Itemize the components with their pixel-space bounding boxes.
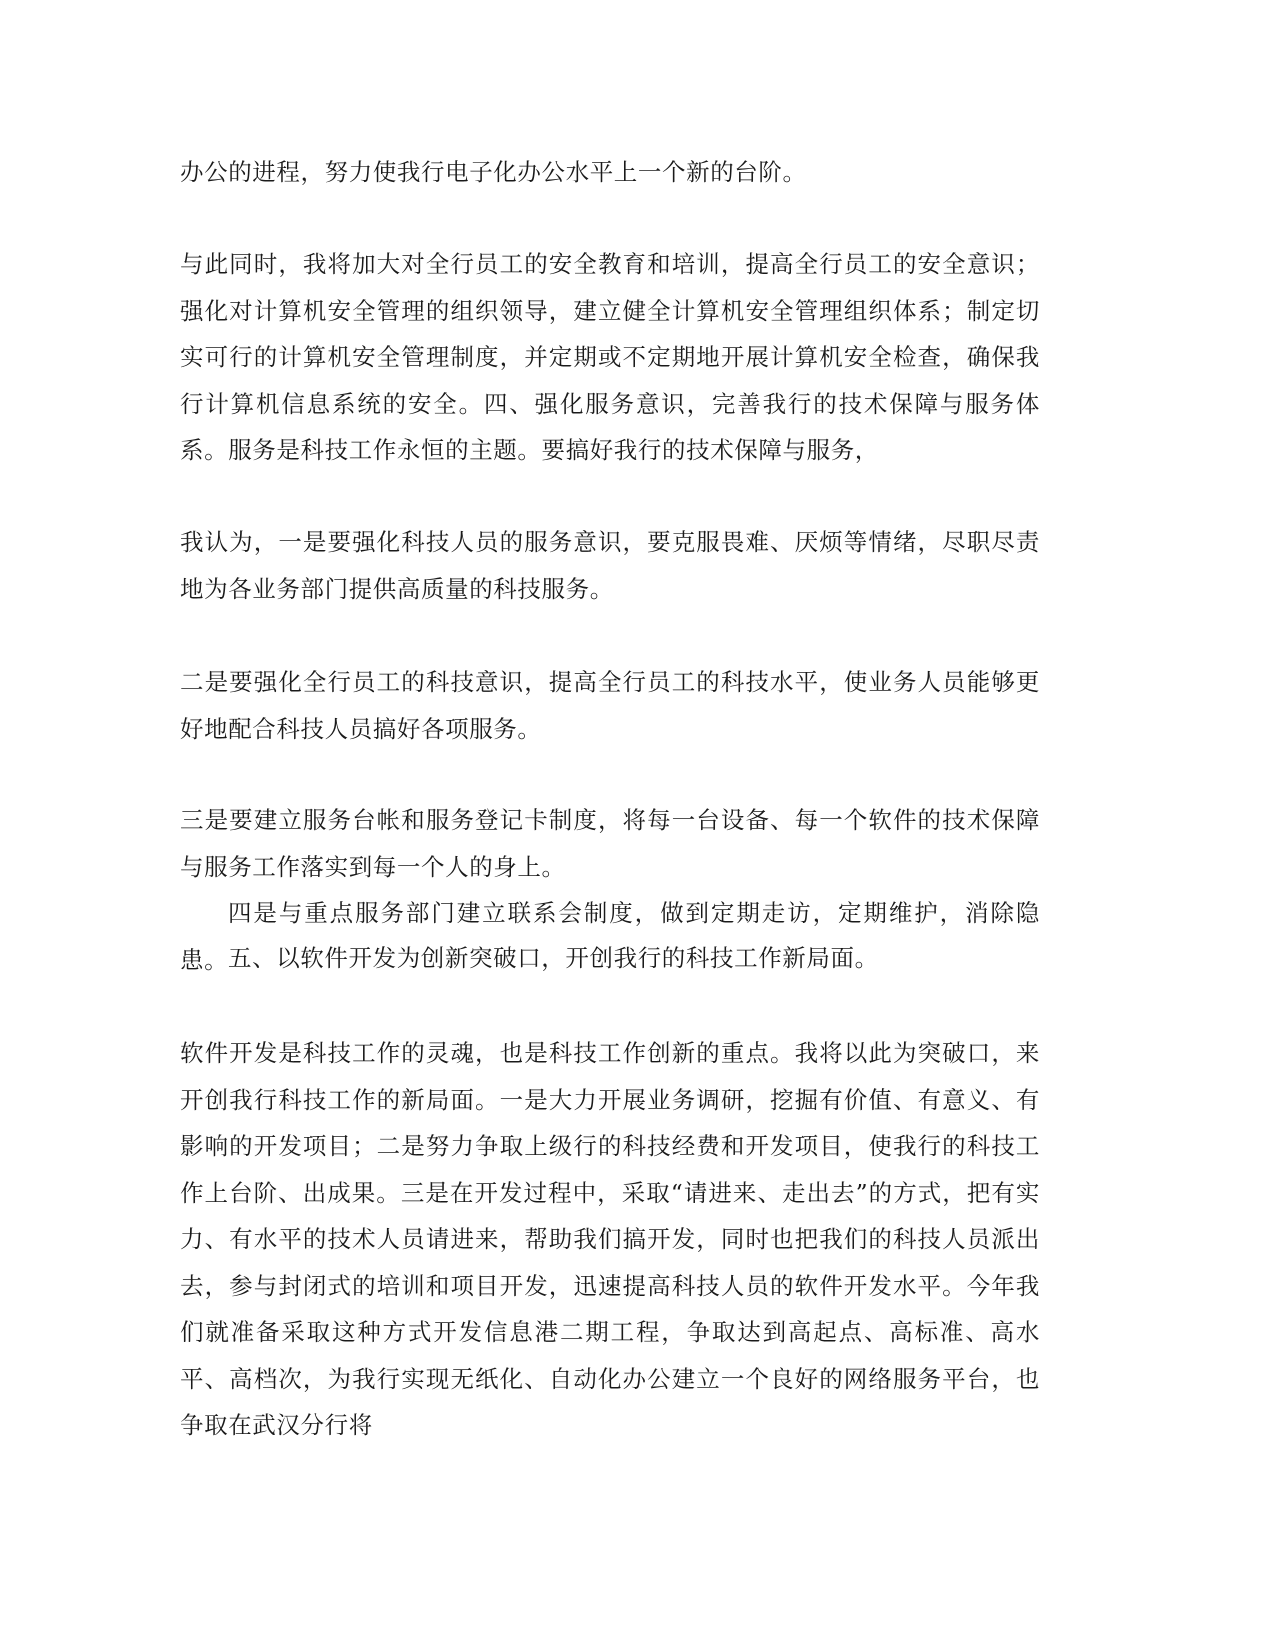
paragraph-4: 二是要强化全行员工的科技意识，提高全行员工的科技水平，使业务人员能够更好地配合科技人员搞好各项服务。 [180, 668, 1040, 743]
paragraph-2: 与此同时，我将加大对全行员工的安全教育和培训，提高全行员工的安全意识；强化对计算机安全管理的组织领导，建立健全计算机安全管理组织体系；制定切实可行的计算机安全管理制度，并定期或不定期地开展计算机安全检查，确保我行计算机信息系统的安全。四、强化服务意识，完善我行的技术保障与服务体系。服务是科技工作永恒的主题。要搞好我行的技术保障与服务， [180, 250, 1040, 464]
paragraph-8: 软件开发是科技工作的灵魂，也是科技工作创新的重点。我将以此为突破口，来开创我行科技工作的新局面。一是大力开展业务调研，挖掘有价值、有意义、有影响的开发项目；二是努力争取上级行的科技经费和开发项目，使我行的科技工作上台阶、出成果。三是在开发过程中，采取“请进来、走出去”的方式，把有实力、有水平的技术人员请进来，帮助我们搞开发，同时也把我们的科技人员派出去，参与封闭式的培训和项目开发，迅速提高科技人员的软件开发水平。今年我们就准备采取这种方式开发信息港二期工程，争取达到高起点、高标准、高水平、高档次，为我行实现无纸化、自动化办公建立一个良好的网络服务平台，也争取在武汉分行将 [180, 1039, 1040, 1439]
paragraph-7: 五、以软件开发为创新突破口，开创我行的科技工作新局面。 [228, 944, 879, 972]
paragraph-5: 三是要建立服务台帐和服务登记卡制度，将每一台设备、每一个软件的技术保障与服务工作落实到每一个人的身上。 [180, 806, 1040, 881]
paragraph-1: 办公的进程，努力使我行电子化办公水平上一个新的台阶。 [180, 158, 807, 186]
paragraph-3: 我认为，一是要强化科技人员的服务意识，要克服畏难、厌烦等情绪，尽职尽责地为各业务部门提供高质量的科技服务。 [180, 528, 1040, 603]
paragraph-6: 四是与重点服务部门建立联系会制度，做到定期走访，定期维护，消除隐患。 [180, 899, 1040, 974]
